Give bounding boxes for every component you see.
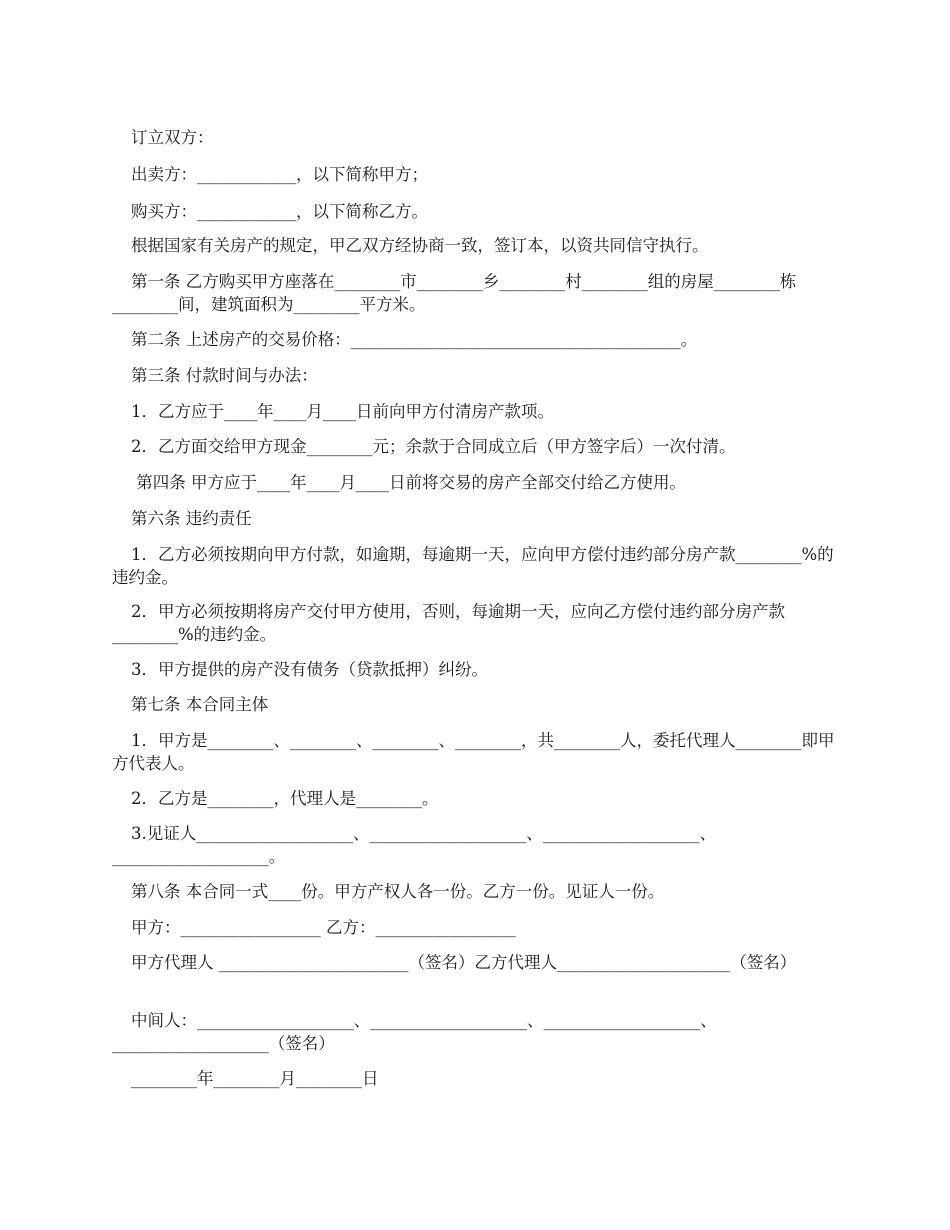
preamble-paragraph: 根据国家有关房产的规定，甲乙双方经协商一致，签订本，以资共同信守执行。	[131, 236, 709, 255]
agent-signature-line: 甲方代理人 _______________________（签名）乙方代理人_____________________（签名）	[131, 953, 797, 972]
article-7-heading: 第七条 本合同主体	[131, 695, 269, 714]
article-6-heading: 第六条 违约责任	[131, 509, 252, 528]
seller-line: 出卖方：____________，以下简称甲方；	[131, 165, 428, 184]
date-line: ________年________月________日	[131, 1069, 379, 1088]
article-3-item-2: 2．乙方面交给甲方现金________元；余款于合同成立后（甲方签字后）一次付清。	[131, 437, 736, 456]
parties-heading: 订立双方：	[131, 128, 214, 147]
article-6-item-2: 2．甲方必须按期将房产交付甲方使用，否则，每逾期一天，应向乙方偿付违约部分房产款________%的违约金。	[112, 602, 785, 644]
article-7-item-1: 1．甲方是________、________、________、________，共________人，委托代理人________即甲方代表人。	[112, 731, 835, 773]
article-7-item-3-witness: 3.见证人___________________、___________________、___________________、___________________。	[112, 824, 716, 866]
article-6-item-3: 3．甲方提供的房产没有债务（贷款抵押）纠纷。	[131, 660, 488, 679]
party-signature-line: 甲方：_________________ 乙方：_________________	[131, 918, 516, 937]
article-3-item-1: 1．乙方应于____年____月____日前向甲方付清房产款项。	[131, 402, 554, 421]
article-6-item-1: 1．乙方必须按期向甲方付款，如逾期，每逾期一天，应向甲方偿付违约部分房产款________%的违约金。	[112, 545, 834, 587]
intermediary-signature-line: 中间人：___________________、___________________、___________________、___________________（签名）	[112, 1011, 717, 1053]
buyer-line: 购买方：____________，以下简称乙方。	[131, 202, 428, 221]
article-2-paragraph: 第二条 上述房产的交易价格：________________________________________。	[131, 330, 698, 349]
article-7-item-2: 2．乙方是________，代理人是________。	[131, 789, 439, 808]
article-4-paragraph: 第四条 甲方应于____年____月____日前将交易的房产全部交付给乙方使用。	[131, 473, 686, 492]
article-8-paragraph: 第八条 本合同一式____份。甲方产权人各一份。乙方一份。见证人一份。	[131, 882, 665, 901]
article-1-paragraph: 第一条 乙方购买甲方座落在________市________乡________村________组的房屋________栋________间，建筑面积为________平方米。	[112, 272, 797, 314]
article-3-heading: 第三条 付款时间与办法：	[131, 366, 318, 385]
